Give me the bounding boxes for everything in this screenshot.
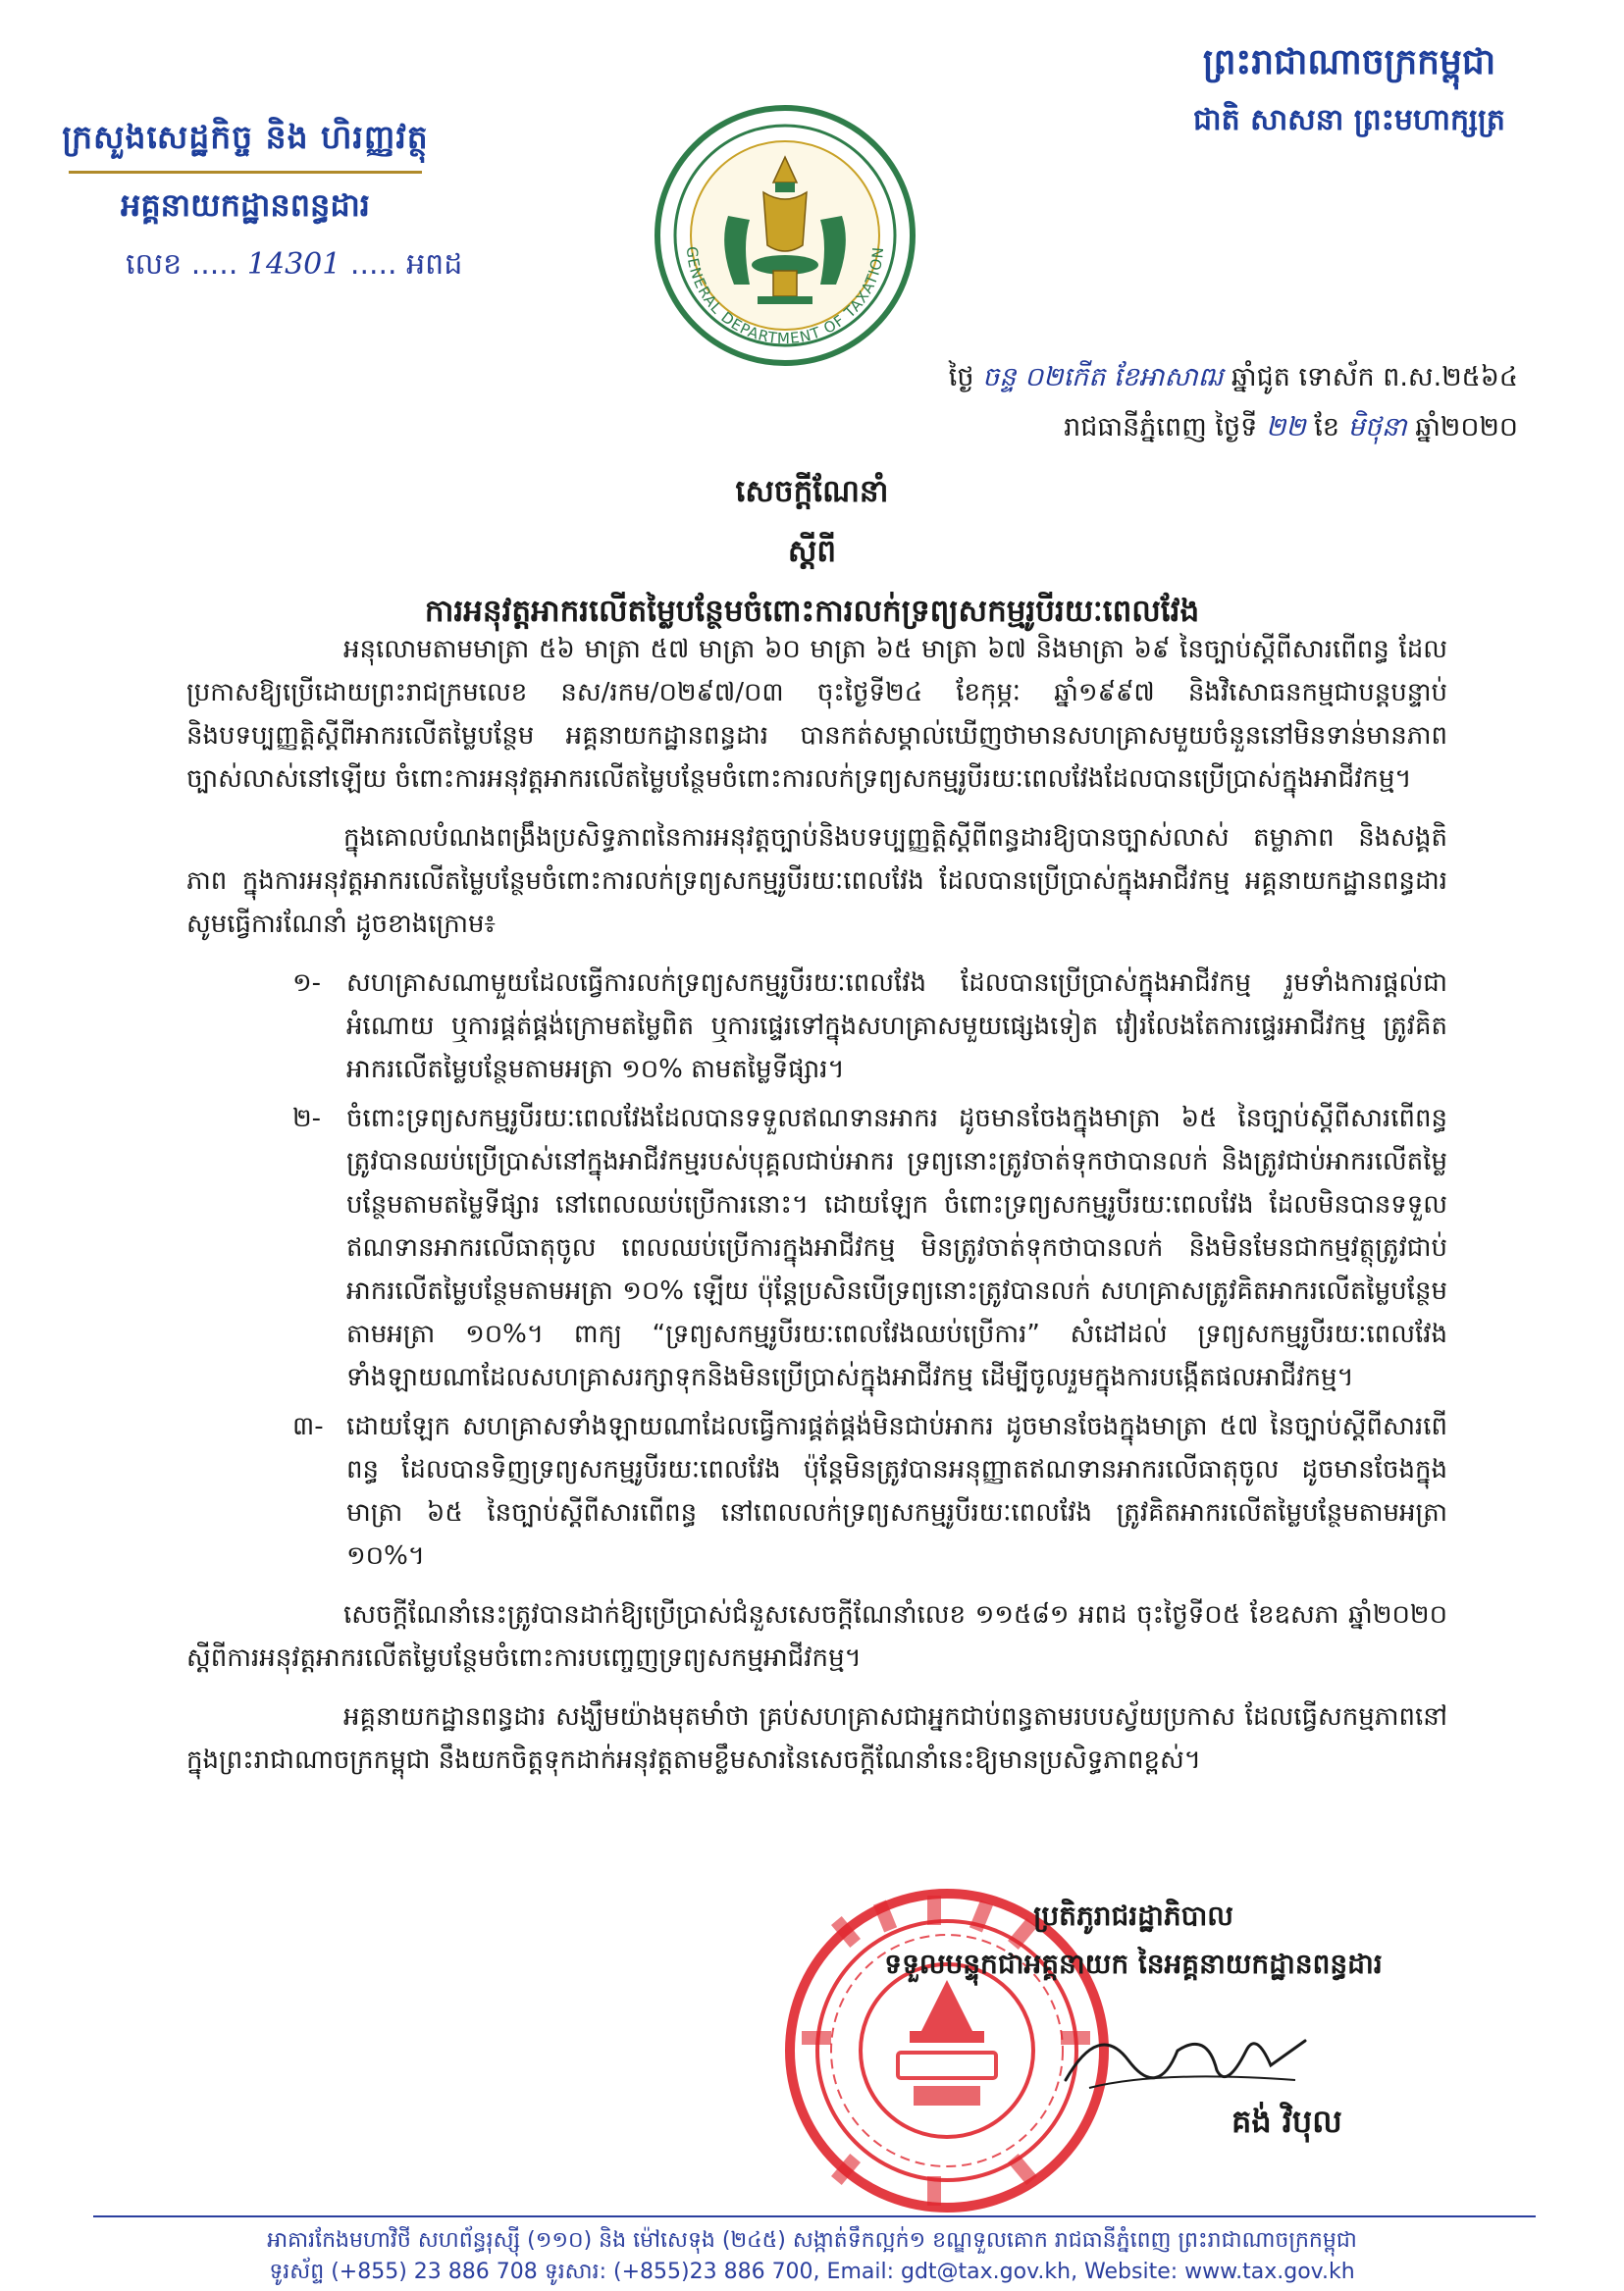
ministry-heading — [39, 118, 451, 232]
signer-title-1: ប្រតិភូរាជរដ្ឋាភិបាល — [1033, 1900, 1233, 1932]
paragraph-1: អនុលោមតាមមាត្រា ៥៦ មាត្រា ៥៧ មាត្រា ៦០ មាត្រា ៦៥ មាត្រា ៦៧ និងមាត្រា ៦៩ នៃច្បាប់ស្តីពីសារពើពន្ធ ដែលប្រកាសឱ្យប្រើដោយព្រះរាជក្រមលេខ នស/រកម/០២៩៧/០៣ ចុះថ្ងៃទី២៤ ខែកុម្ភៈ ឆ្នាំ១៩៩៧ និងវិសោធនកម្មជាបន្តបន្ទាប់ និងបទប្បញ្ញត្តិស្តីពីអាករលើតម្លៃបន្ថែម អគ្គនាយកដ្ឋានពន្ធដារ បានកត់សម្គាល់ឃើញថាមានសហគ្រាសមួយចំនួននៅមិនទាន់មានភាពច្បាស់លាស់នៅឡើយ ចំពោះការអនុវត្តអាករលើតម្លៃបន្ថែមចំពោះការលក់ទ្រព្យសកម្មរូបីរយៈពេលវែងដែលបានប្រើប្រាស់ក្នុងអាជីវកម្ម។ — [186, 635, 1447, 794]
reference-dots-1: ..... — [190, 247, 238, 282]
paragraph-2: ក្នុងគោលបំណងពង្រឹងប្រសិទ្ធភាពនៃការអនុវត្តច្បាប់និងបទប្បញ្ញត្តិស្តីពីពន្ធដារឱ្យបានច្បាស់លាស់ តម្លាភាព និងសង្គតិភាព ក្នុងការអនុវត្តអាករលើតម្លៃបន្ថែមចំពោះការលក់ទ្រព្យសកម្មរូបីរយៈពេលវែង ដែលបានប្រើប្រាស់ក្នុងអាជីវកម្ម អគ្គនាយកដ្ឋានពន្ធដារ សូមធ្វើការណែនាំ ដូចខាងក្រោម៖ — [186, 823, 1447, 939]
kingdom-heading — [1133, 39, 1565, 144]
lunar-date-handwritten: ចន្ទ ០២កើត ខែអាសាឍ — [982, 362, 1224, 392]
list-item-number: ២- — [292, 1104, 322, 1133]
lunar-date — [812, 361, 1518, 399]
title-line-2: ស្តីពី — [787, 534, 837, 569]
title-line-3: ការអនុវត្តអាករលើតម្លៃបន្ថែមចំពោះការលក់ទ្រព្យសកម្មរូបីរយៈពេលវែង — [424, 594, 1200, 629]
solar-date-month-prefix: ខែ — [1314, 412, 1339, 443]
reference-dots-2: ..... — [349, 247, 397, 282]
national-motto: ជាតិ សាសនា ព្រះមហាក្សត្រ — [1193, 103, 1505, 137]
reference-value: 14301 — [246, 247, 341, 282]
footer-address: អាគារកែងមហាវិថី សហព័ន្ធរុស្ស៊ី (១១០) និង ម៉ៅសេទុង (២៤៥) សង្កាត់ទឹកល្អក់១ ខណ្ឌទួលគោក រាជធានីភ្នំពេញ ព្រះរាជាណាចក្រកម្ពុជា — [267, 2228, 1357, 2253]
paragraph-4: អគ្គនាយកដ្ឋានពន្ធដារ សង្ឃឹមយ៉ាងមុតមាំថា គ្រប់សហគ្រាសជាអ្នកជាប់ពន្ធតាមរបបស្វ័យប្រកាស ដែលធ្វើសកម្មភាពនៅក្នុងព្រះរាជាណាចក្រកម្ពុជា នឹងយកចិត្តទុកដាក់អនុវត្តតាមខ្លឹមសារនៃសេចក្តីណែនាំនេះឱ្យមានប្រសិទ្ធភាពខ្ពស់។ — [186, 1702, 1447, 1775]
solar-date — [812, 411, 1518, 449]
title-line-1: សេចក្តីណែនាំ — [735, 474, 889, 509]
solar-date-prefix: រាជធានីភ្នំពេញ ថ្ងៃទី — [1064, 412, 1258, 443]
seal-text: GENERAL DEPARTMENT OF TAXATION — [682, 245, 888, 348]
paragraph-3: សេចក្តីណែនាំនេះត្រូវបានដាក់ឱ្យប្រើប្រាស់ជំនួសសេចក្តីណែនាំលេខ ១១៥៨១ អពដ ចុះថ្ងៃទី០៥ ខែឧសភា ឆ្នាំ២០២០ ស្តីពីការអនុវត្តអាករលើតម្លៃបន្ថែមចំពោះការបញ្ចេញទ្រព្យសកម្មអាជីវកម្ម។ — [186, 1600, 1447, 1673]
list-item-number: ១- — [292, 968, 322, 998]
solar-date-year: ឆ្នាំ២០២០ — [1415, 412, 1518, 443]
list-item — [186, 1405, 1447, 1578]
reference-suffix: អពដ — [406, 247, 463, 282]
gdt-seal-logo — [648, 98, 922, 373]
ministry-name: ក្រសួងសេដ្ឋកិច្ច និង ហិរញ្ញវត្ថុ — [62, 118, 429, 156]
footer-divider — [93, 2215, 1536, 2217]
reference-prefix: លេខ — [126, 247, 183, 282]
document-title — [0, 473, 1624, 637]
instruction-list — [186, 962, 1447, 1578]
kingdom-name: ព្រះរាជាណាចក្រកម្ពុជា — [1202, 42, 1496, 82]
solar-date-month: មិថុនា — [1347, 412, 1407, 443]
list-item — [186, 962, 1447, 1091]
signer-name: គង់ វិបុល — [1231, 2103, 1342, 2140]
reference-number — [126, 245, 462, 288]
signer-title-2: ទទួលបន្ទុកជាអគ្គនាយក នៃអគ្គនាយកដ្ឋានពន្ធដារ — [884, 1948, 1383, 1980]
footer-contact — [0, 2225, 1624, 2288]
list-item-text: ចំពោះទ្រព្យសកម្មរូបីរយៈពេលវែងដែលបានទទួលឥណទានអាករ ដូចមានចែងក្នុងមាត្រា ៦៥ នៃច្បាប់ស្តីពីសារពើពន្ធ ត្រូវបានឈប់ប្រើប្រាស់នៅក្នុងអាជីវកម្មរបស់បុគ្គលជាប់អាករ ទ្រព្យនោះត្រូវចាត់ទុកថាបានលក់ និងត្រូវជាប់អាករលើតម្លៃបន្ថែមតាមតម្លៃទីផ្សារ នៅពេលឈប់ប្រើការនោះ។ ដោយឡែក ចំពោះទ្រព្យសកម្មរូបីរយៈពេលវែង ដែលមិនបានទទួលឥណទានអាករលើធាតុចូល ពេលឈប់ប្រើការក្នុងអាជីវកម្ម មិនត្រូវចាត់ទុកថាបានលក់ និងមិនមែនជាកម្មវត្ថុត្រូវជាប់អាករលើតម្លៃបន្ថែមតាមអត្រា ១០% ឡើយ ប៉ុន្តែប្រសិនបើទ្រព្យនោះត្រូវបានលក់ សហគ្រាសត្រូវគិតអាករលើតម្លៃបន្ថែមតាមអត្រា ១០%។ ពាក្យ “ទ្រព្យសកម្មរូបីរយៈពេលវែងឈប់ប្រើការ” សំដៅដល់ ទ្រព្យសកម្មរូបីរយៈពេលវែងទាំងឡាយណាដែលសហគ្រាសរក្សាទុកនិងមិនប្រើប្រាស់ក្នុងអាជីវកម្ម ដើម្បីចូលរួមក្នុងការបង្កើតផលអាជីវកម្ម។ — [346, 1104, 1447, 1392]
list-item-number: ៣- — [292, 1412, 324, 1441]
footer-phone-email: ទូរស័ព្ទ (+855) 23 886 708 ទូរសារ: (+855)23 886 700, Email: gdt@tax.gov.kh, Website: www.tax.gov.kh — [269, 2260, 1355, 2284]
list-item-text: ដោយឡែក សហគ្រាសទាំងឡាយណាដែលធ្វើការផ្គត់ផ្គង់មិនជាប់អាករ ដូចមានចែងក្នុងមាត្រា ៥៧ នៃច្បាប់ស្តីពីសារពើពន្ធ ដែលបានទិញទ្រព្យសកម្មរូបីរយៈពេលវែង ប៉ុន្តែមិនត្រូវបានអនុញ្ញាតឥណទានអាករលើធាតុចូល ដូចមានចែងក្នុងមាត្រា ៦៥ នៃច្បាប់ស្តីពីសារពើពន្ធ នៅពេលលក់ទ្រព្យសកម្មរូបីរយៈពេលវែង ត្រូវគិតអាករលើតម្លៃបន្ថែមតាមអត្រា ១០%។ — [346, 1412, 1447, 1571]
ministry-underline — [69, 171, 422, 174]
lunar-date-suffix: ឆ្នាំជូត ទោស័ក ព.ស.២៥៦៤ — [1231, 362, 1518, 392]
document-body — [186, 628, 1447, 1797]
lunar-date-prefix: ថ្ងៃ — [948, 362, 974, 392]
list-item-text: សហគ្រាសណាមួយដែលធ្វើការលក់ទ្រព្យសកម្មរូបីរយៈពេលវែង ដែលបានប្រើប្រាស់ក្នុងអាជីវកម្ម រួមទាំងការផ្តល់ជាអំណោយ ឬការផ្គត់ផ្គង់ក្រោមតម្លៃពិត ឬការផ្ទេរទៅក្នុងសហគ្រាសមួយផ្សេងទៀត វៀរលែងតែការផ្ទេរអាជីវកម្ម ត្រូវគិតអាករលើតម្លៃបន្ថែមតាមអត្រា ១០% តាមតម្លៃទីផ្សារ។ — [346, 968, 1447, 1084]
date-block — [812, 361, 1518, 461]
department-name: អគ្គនាយកដ្ឋានពន្ធដារ — [121, 186, 370, 224]
signer-title-block — [795, 1899, 1472, 1987]
list-item — [186, 1097, 1447, 1399]
handwritten-signature — [1060, 2011, 1315, 2100]
solar-date-day: ២២ — [1265, 412, 1306, 443]
